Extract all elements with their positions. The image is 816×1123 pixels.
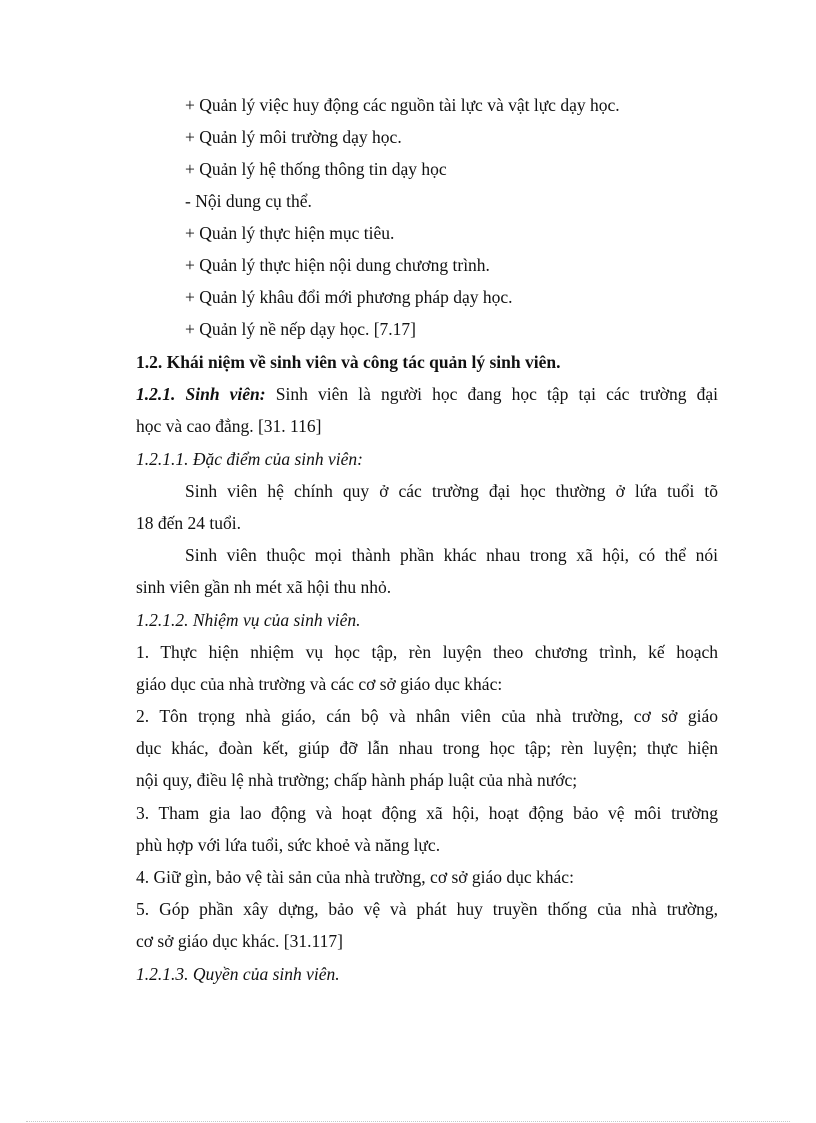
text-line: + Quản lý hệ thống thông tin dạy học bbox=[185, 159, 447, 179]
text-line: phù hợp với lứa tuổi, sức khoẻ và năng lực. bbox=[136, 835, 441, 855]
subsection-heading-1-2-1-2: 1.2.1.2. Nhiệm vụ của sinh viên. bbox=[136, 610, 361, 630]
text-line: sinh viên gần nh mét xã hội thu nhỏ. bbox=[136, 577, 392, 597]
subsection-heading-1-2-1-1: 1.2.1.1. Đặc điểm của sinh viên: bbox=[136, 449, 363, 469]
text-span: Sinh viên là người học đang học tập tại các trường đại bbox=[275, 384, 718, 404]
text-line: + Quản lý thực hiện mục tiêu. bbox=[185, 223, 395, 243]
text-line: + Quản lý thực hiện nội dung chương trình. bbox=[185, 255, 490, 275]
subsection-heading-1-2-1: 1.2.1. Sinh viên: bbox=[136, 384, 266, 404]
text-line: 5. Góp phần xây dựng, bảo vệ và phát huy truyền thống của nhà trường, bbox=[136, 899, 718, 919]
text-line: + Quản lý môi trường dạy học. bbox=[185, 127, 402, 147]
text-line: Sinh viên thuộc mọi thành phần khác nhau trong xã hội, có thể nói bbox=[185, 545, 718, 565]
section-heading-1-2: 1.2. Khái niệm về sinh viên và công tác quản lý sinh viên. bbox=[136, 352, 561, 372]
paragraph-line-sinh-vien bbox=[136, 382, 718, 406]
text-line: dục khác, đoàn kết, giúp đỡ lẫn nhau trong học tập; rèn luyện; thực hiện bbox=[136, 738, 718, 758]
text-line: + Quản lý khâu đổi mới phương pháp dạy học. bbox=[185, 287, 513, 307]
text-line: 4. Giữ gìn, bảo vệ tài sản của nhà trường, cơ sở giáo dục khác: bbox=[136, 867, 574, 887]
text-line: giáo dục của nhà trường và các cơ sở giáo dục khác: bbox=[136, 674, 503, 694]
text-line: nội quy, điều lệ nhà trường; chấp hành pháp luật của nhà nước; bbox=[136, 770, 578, 790]
text-line: Sinh viên hệ chính quy ở các trường đại học thường ở lứa tuổi tõ bbox=[185, 481, 718, 501]
text-line: 1. Thực hiện nhiệm vụ học tập, rèn luyện theo chương trình, kế hoạch bbox=[136, 642, 718, 662]
page-bottom-rule bbox=[26, 1121, 790, 1122]
text-line: + Quản lý nề nếp dạy học. [7.17] bbox=[185, 319, 416, 339]
text-line: 18 đến 24 tuổi. bbox=[136, 513, 241, 533]
text-line: 2. Tôn trọng nhà giáo, cán bộ và nhân viên của nhà trường, cơ sở giáo bbox=[136, 706, 718, 726]
subsection-heading-1-2-1-3: 1.2.1.3. Quyền của sinh viên. bbox=[136, 964, 340, 984]
text-line: + Quản lý việc huy động các nguồn tài lực và vật lực dạy học. bbox=[185, 95, 620, 115]
text-line: học và cao đẳng. [31. 116] bbox=[136, 416, 322, 436]
text-line: cơ sở giáo dục khác. [31.117] bbox=[136, 931, 343, 951]
text-line: 3. Tham gia lao động và hoạt động xã hội, hoạt động bảo vệ môi trường bbox=[136, 803, 718, 823]
text-line: - Nội dung cụ thể. bbox=[185, 191, 312, 211]
